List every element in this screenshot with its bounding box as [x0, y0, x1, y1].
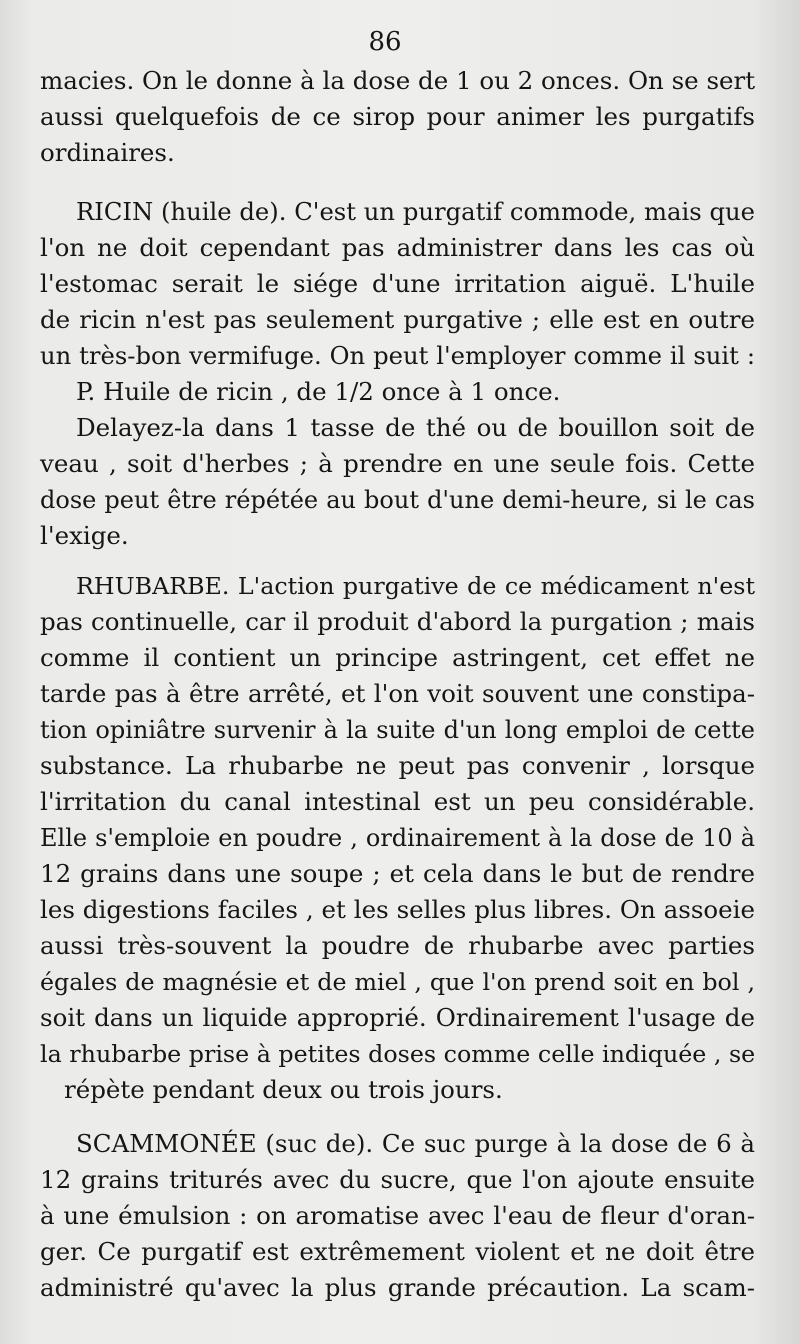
text-line: les digestions faciles , et les selles plus libres. On assoeie	[40, 895, 755, 924]
text-line: administré qu'avec la plus grande précaution. La scam-	[40, 1273, 755, 1302]
text-line: tarde pas à être arrêté, et l'on voit souvent une constipa-	[40, 679, 755, 708]
text-line: un très-bon vermifuge. On peut l'employer comme il suit :	[40, 341, 755, 370]
recipe-line: P. Huile de ricin , de 1/2 once à 1 once.	[76, 377, 561, 406]
text-line: RICIN (huile de). C'est un purgatif commode, mais que	[76, 197, 755, 226]
text-line: à une émulsion : on aromatise avec l'eau de fleur d'oran-	[40, 1201, 755, 1230]
text-line: veau , soit d'herbes ; à prendre en une seule fois. Cette	[40, 449, 755, 478]
text-line: SCAMMONÉE (suc de). Ce suc purge à la dose de 6 à	[76, 1129, 755, 1158]
text-line: aussi très-souvent la poudre de rhubarbe avec parties	[40, 931, 755, 960]
text-line: la rhubarbe prise à petites doses comme celle indiquée , se	[40, 1040, 756, 1068]
text-line: soit dans un liquide approprié. Ordinairement l'usage de	[40, 1003, 755, 1032]
text-line: 12 grains triturés avec du sucre, que l'on ajoute ensuite	[40, 1165, 755, 1194]
text-line: l'irritation du canal intestinal est un peu considérable.	[40, 787, 755, 816]
text-line: Elle s'emploie en poudre , ordinairement à la dose de 10 à	[40, 824, 755, 852]
text-line: l'estomac serait le siége d'une irritation aiguë. L'huile	[40, 269, 755, 298]
text-line: macies. On le donne à la dose de 1 ou 2 onces. On se sert	[40, 66, 756, 95]
text-line: 12 grains dans une soupe ; et cela dans le but de rendre	[40, 859, 755, 888]
text-line: tion opiniâtre survenir à la suite d'un long emploi de cette	[40, 716, 755, 744]
text-line: l'on ne doit cependant pas administrer dans les cas où	[40, 233, 755, 262]
text-line: dose peut être répétée au bout d'une demi-heure, si le cas	[40, 486, 755, 514]
text-line: aussi quelquefois de ce sirop pour animer les purgatifs	[40, 102, 755, 131]
text-line: égales de magnésie et de miel , que l'on prend soit en bol ,	[40, 968, 755, 996]
text-line: l'exige.	[40, 521, 129, 550]
text-line: de ricin n'est pas seulement purgative ; elle est en outre	[40, 305, 755, 334]
text-line: pas continuelle, car il produit d'abord la purgation ; mais	[40, 607, 755, 636]
text-line: RHUBARBE. L'action purgative de ce médicament n'est	[76, 572, 755, 600]
page-number: 86	[368, 27, 402, 57]
text-line: comme il contient un principe astringent, cet effet ne	[40, 643, 755, 672]
text-line: Delayez-la dans 1 tasse de thé ou de bouillon soit de	[76, 413, 755, 442]
text-line: substance. La rhubarbe ne peut pas convenir , lorsque	[40, 751, 755, 780]
text-line: ger. Ce purgatif est extrêmement violent et ne doit être	[40, 1237, 755, 1266]
text-line: répète pendant deux ou trois jours.	[64, 1075, 503, 1104]
text-line: ordinaires.	[40, 138, 175, 167]
